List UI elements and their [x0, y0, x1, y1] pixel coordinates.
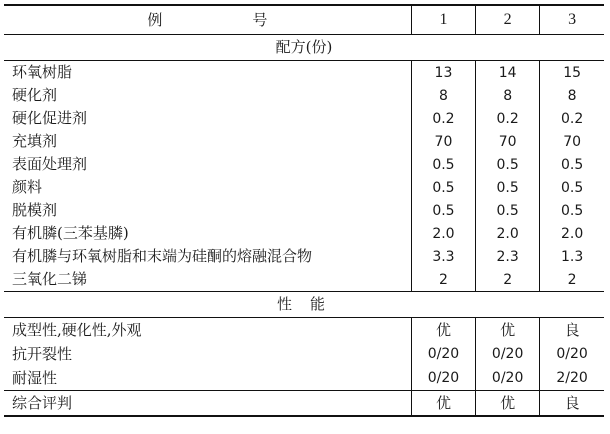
row-value: 13 [411, 61, 475, 85]
row-value: 0.5 [411, 199, 475, 222]
row-name: 脱模剂 [12, 201, 58, 219]
row-name: 颜料 [12, 178, 43, 196]
header-col-2: 2 [476, 5, 540, 35]
table-row [4, 107, 604, 130]
row-value: 0.5 [411, 176, 475, 199]
row-name: 充填剂 [12, 132, 58, 150]
table-row [4, 268, 604, 292]
summary-row [4, 391, 604, 417]
row-value: 2/20 [540, 366, 604, 391]
table-row [4, 199, 604, 222]
row-name: 表面处理剂 [12, 155, 88, 173]
header-example-label: 例 号 [4, 5, 411, 35]
summary-value: 优 [411, 391, 475, 417]
row-name: 有机膦(三苯基膦) [12, 224, 129, 242]
row-name: 硬化促进剂 [12, 109, 88, 127]
row-value: 0.2 [540, 107, 604, 130]
table-row [4, 366, 604, 391]
row-name: 环氧树脂 [12, 63, 73, 81]
row-value: 2 [540, 268, 604, 292]
table-row [4, 318, 604, 343]
summary-value: 优 [476, 391, 540, 417]
row-value: 15 [540, 61, 604, 85]
row-value: 2.0 [411, 222, 475, 245]
row-name: 硬化剂 [12, 86, 58, 104]
header-col-1: 1 [411, 5, 475, 35]
summary-row-name: 综合评判 [4, 391, 411, 417]
row-value: 0.5 [476, 153, 540, 176]
section-performance-row [4, 292, 604, 318]
row-value: 优 [411, 318, 475, 343]
row-value: 2.0 [540, 222, 604, 245]
table-row [4, 176, 604, 199]
row-value: 0.5 [476, 199, 540, 222]
row-value: 2 [411, 268, 475, 292]
row-value: 0.5 [411, 153, 475, 176]
table-row [4, 245, 604, 268]
row-name: 有机膦与环氧树脂和末端为硅酮的熔融混合物 [12, 247, 313, 265]
table-row [4, 84, 604, 107]
section-formula-row [4, 35, 604, 61]
row-name: 抗开裂性 [12, 344, 73, 363]
row-value: 优 [476, 318, 540, 343]
row-value: 0/20 [411, 342, 475, 366]
table-row [4, 222, 604, 245]
row-value: 70 [476, 130, 540, 153]
row-value: 0.5 [540, 153, 604, 176]
row-value: 良 [540, 318, 604, 343]
row-value: 3.3 [411, 245, 475, 268]
row-value: 2.0 [476, 222, 540, 245]
table-row [4, 130, 604, 153]
formulation-table [4, 4, 604, 417]
row-value: 0/20 [540, 342, 604, 366]
table-row [4, 153, 604, 176]
row-value: 0/20 [476, 342, 540, 366]
row-name: 成型性,硬化性,外观 [12, 320, 142, 339]
row-value: 70 [540, 130, 604, 153]
row-name: 耐湿性 [12, 368, 58, 387]
row-value: 0.2 [411, 107, 475, 130]
header-col-3: 3 [540, 5, 604, 35]
section-formula-title: 配方(份) [4, 35, 604, 61]
row-value: 14 [476, 61, 540, 85]
row-value: 8 [540, 84, 604, 107]
row-value: 8 [476, 84, 540, 107]
section-performance-title: 性能 [4, 292, 604, 318]
table-header-row [4, 5, 604, 35]
table-row [4, 342, 604, 366]
row-value: 2 [476, 268, 540, 292]
row-value: 0.5 [540, 176, 604, 199]
summary-value: 良 [540, 391, 604, 417]
row-value: 0.5 [540, 199, 604, 222]
table-row [4, 61, 604, 85]
row-value: 70 [411, 130, 475, 153]
row-value: 0.2 [476, 107, 540, 130]
row-value: 0/20 [476, 366, 540, 391]
row-value: 2.3 [476, 245, 540, 268]
row-value: 8 [411, 84, 475, 107]
row-value: 0.5 [476, 176, 540, 199]
row-name: 三氧化二锑 [12, 270, 88, 288]
row-value: 0/20 [411, 366, 475, 391]
row-value: 1.3 [540, 245, 604, 268]
